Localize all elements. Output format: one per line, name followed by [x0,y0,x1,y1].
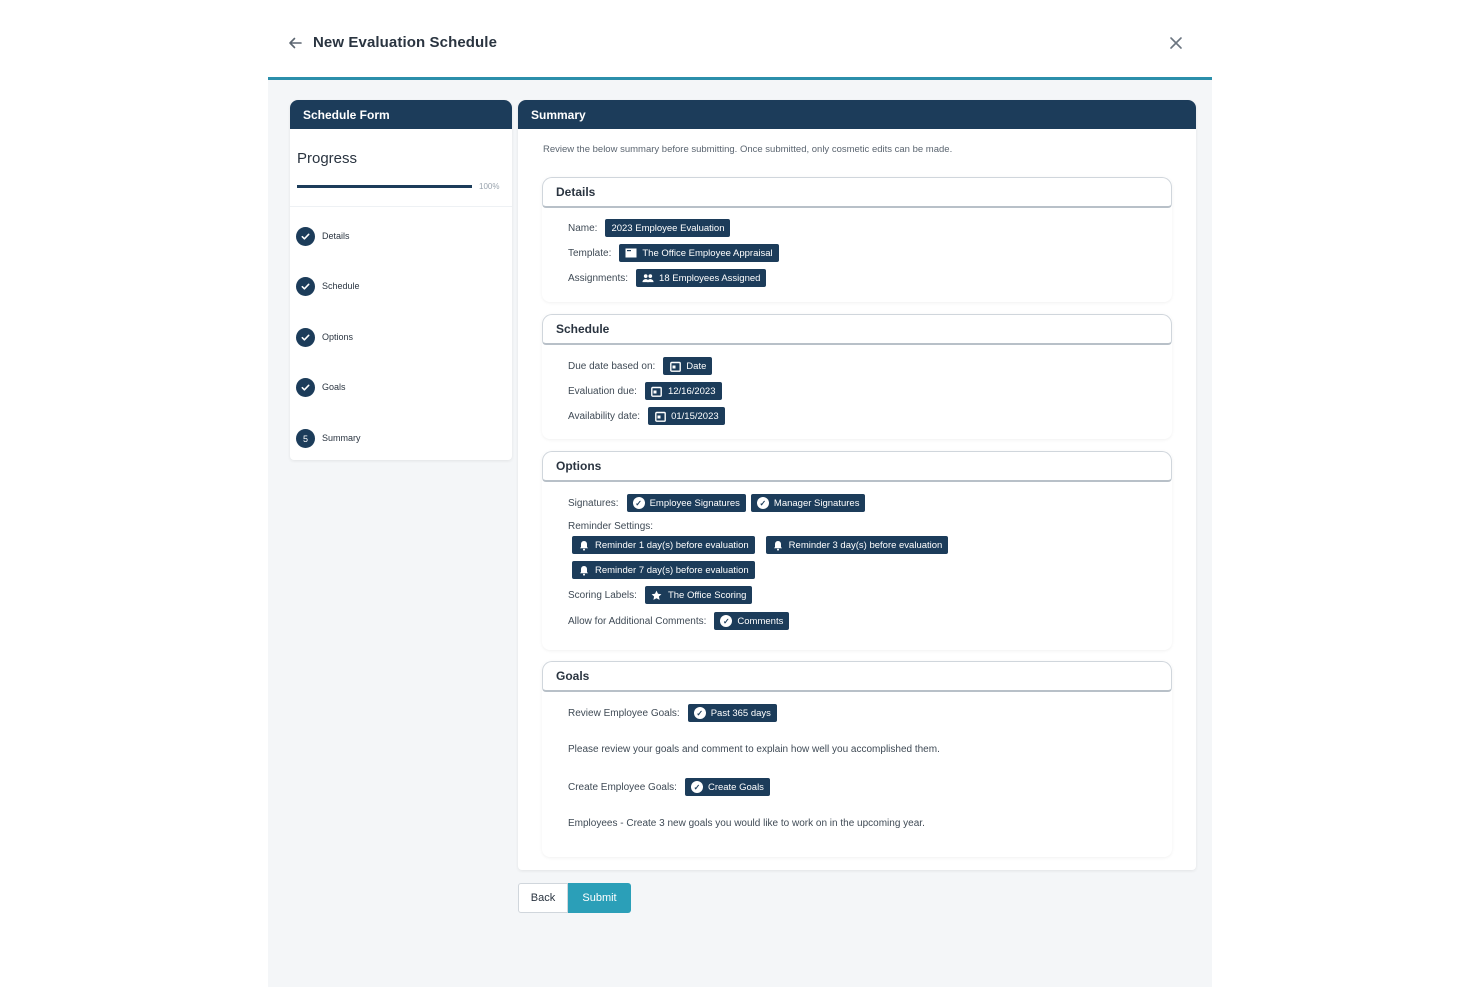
reminder-chip: Reminder 7 day(s) before evaluation [572,561,755,579]
check-circle-icon: ✓ [720,615,732,627]
step-label: Summary [322,433,361,443]
name-row [568,219,735,237]
check-circle-icon [296,378,315,397]
reminders-row-2 [572,561,760,579]
name-chip: 2023 Employee Evaluation [605,219,730,237]
check-circle-icon: ✓ [633,497,645,509]
field-label: Scoring Labels: [568,589,637,601]
due-based-chip: Date [663,357,712,375]
availability-chip: 01/15/2023 [648,407,725,425]
back-button[interactable]: Back [518,883,568,913]
bell-icon [578,564,590,576]
check-circle-icon: ✓ [757,497,769,509]
check-circle-icon: ✓ [694,707,706,719]
field-label: Evaluation due: [568,385,637,397]
field-label: Review Employee Goals: [568,707,680,719]
scoring-chip: The Office Scoring [645,586,753,604]
progress-fill [297,185,472,188]
reminders-row-1 [572,536,953,554]
create-goals-chip: ✓ Create Goals [685,778,770,796]
availability-row [568,407,730,425]
goals-section [542,661,1172,857]
step-details[interactable] [296,226,496,246]
template-chip: The Office Employee Appraisal [619,244,778,262]
assignments-chip: 18 Employees Assigned [636,269,766,287]
create-goals-text: Employees - Create 3 new goals you would like to work on in the upcoming year. [568,818,925,829]
close-icon[interactable] [1166,33,1186,53]
bell-icon [578,539,590,551]
field-label: Allow for Additional Comments: [568,615,707,627]
progress-percent: 100% [479,182,500,191]
step-label: Details [322,231,350,241]
step-label: Goals [322,382,346,392]
details-section [542,177,1172,302]
section-title: Options [542,451,1172,482]
summary-header: Summary [518,100,1196,129]
step-summary[interactable] [296,428,496,448]
section-title: Schedule [542,314,1172,345]
field-label: Create Employee Goals: [568,781,677,793]
reminder-chip: Reminder 1 day(s) before evaluation [572,536,755,554]
reminder-label: Reminder Settings: [568,521,654,532]
assignments-row [568,269,771,287]
section-title: Goals [542,661,1172,692]
calendar-icon [651,385,663,397]
field-label: Assignments: [568,272,629,284]
field-label: Name: [568,222,598,234]
review-goals-row [568,704,782,722]
signature-chip: ✓ Employee Signatures [627,494,746,512]
summary-panel [518,100,1196,870]
divider [290,206,512,207]
field-label: Template: [568,247,612,259]
check-circle-icon [296,277,315,296]
step-goals[interactable] [296,377,496,397]
step-options[interactable] [296,327,496,347]
field-label: Signatures: [568,497,619,509]
progress-bar [297,185,472,188]
step-schedule[interactable] [296,276,496,296]
comments-row [568,612,794,630]
scoring-row [568,586,757,604]
evaluation-due-row [568,382,727,400]
calendar-icon [669,360,681,372]
progress-title: Progress [297,150,358,167]
check-circle-icon [296,227,315,246]
reminder-chip: Reminder 3 day(s) before evaluation [766,536,949,554]
modal-header [268,0,1212,80]
template-row [568,244,784,262]
options-section [542,451,1172,650]
schedule-form-panel [290,100,512,460]
modal-title: New Evaluation Schedule [313,34,498,51]
bell-icon [772,539,784,551]
field-label: Availability date: [568,410,641,422]
arrow-left-icon[interactable] [285,33,305,53]
people-icon [642,272,654,284]
create-goals-row [568,778,775,796]
step-label: Schedule [322,281,360,291]
field-label: Due date based on: [568,360,656,372]
step-number-badge: 5 [296,429,315,448]
check-circle-icon: ✓ [691,781,703,793]
step-label: Options [322,332,354,342]
review-goals-chip: ✓ Past 365 days [688,704,777,722]
schedule-form-header: Schedule Form [290,100,512,129]
star-icon [651,589,663,601]
evaluation-modal [268,0,1212,987]
section-title: Details [542,177,1172,208]
signatures-row [568,494,870,512]
comments-chip: ✓ Comments [714,612,789,630]
check-circle-icon [296,328,315,347]
calendar-icon [654,410,666,422]
schedule-section [542,314,1172,439]
evaluation-due-chip: 12/16/2023 [645,382,722,400]
summary-note: Review the below summary before submitting. Once submitted, only cosmetic edits can be made. [543,144,953,155]
review-goals-text: Please review your goals and comment to explain how well you accomplished them. [568,744,940,755]
due-based-row [568,357,717,375]
document-icon [625,247,637,259]
submit-button[interactable]: Submit [568,883,631,913]
signature-chip: ✓ Manager Signatures [751,494,866,512]
